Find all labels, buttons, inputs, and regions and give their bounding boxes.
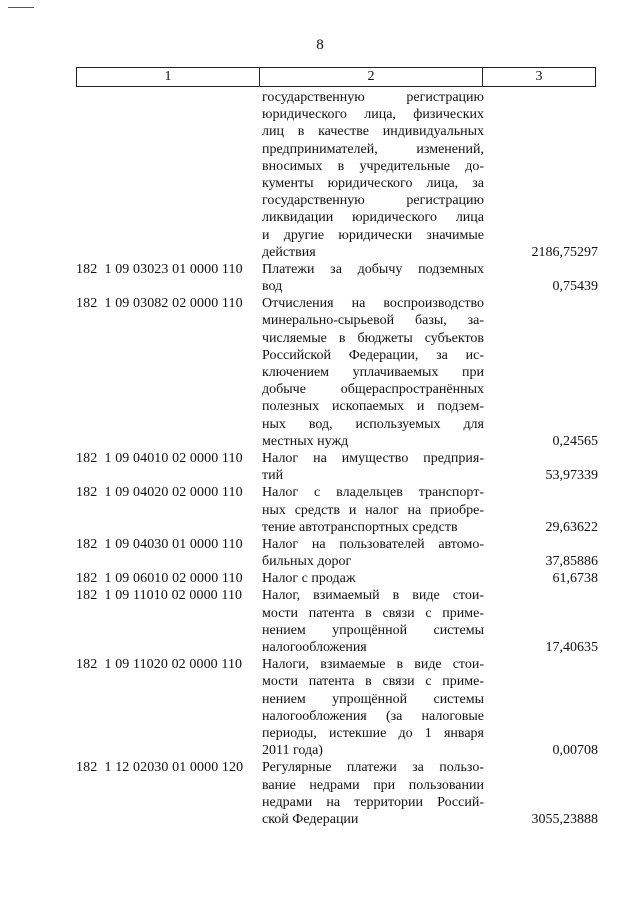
row-description [262, 89, 486, 261]
description-line: Российской Федерации, за ис- [262, 347, 484, 363]
row-code [76, 89, 262, 261]
description-line: нением упрощённой системы [262, 622, 484, 638]
row-code: 182 1 12 02030 01 0000 120 [76, 760, 244, 776]
description-line: Налоги, взимаемые в виде стои- [262, 657, 484, 673]
page-number: 8 [316, 37, 324, 53]
description-line: государственную регистрацию [262, 193, 484, 209]
description-line: государственную регистрацию [262, 90, 484, 105]
description-line: кументы юридического лица, за [262, 175, 484, 191]
row-code: 182 1 09 11010 02 0000 110 [76, 588, 243, 604]
row-amount: 0,00708 [552, 743, 598, 759]
description-line: вод [262, 279, 283, 295]
table-row [76, 656, 602, 759]
row-amount: 17,40635 [545, 640, 598, 655]
row-amount: 37,85886 [545, 554, 598, 570]
description-line: Налог с продаж [262, 571, 356, 587]
description-line: тение автотранспортных средств [262, 519, 458, 535]
description-line: Налог с владельцев транспорт- [262, 485, 484, 501]
description-line: числяемые в бюджеты субъектов [262, 330, 484, 346]
description-line: тий [262, 468, 284, 484]
header-col-3: 3 [535, 69, 543, 84]
row-description [262, 536, 486, 570]
row-amount: 61,6738 [552, 571, 598, 587]
description-line: ных средств и налог на приобре- [262, 502, 484, 518]
description-line: 2011 года) [262, 743, 323, 759]
description-line: ключением уплачиваемых при [262, 365, 484, 380]
table-row [76, 295, 602, 450]
table-row [76, 450, 602, 484]
table-header [76, 67, 596, 87]
description-line: ликвидации юридического лица [262, 210, 484, 226]
row-description [262, 656, 486, 759]
table-row [76, 759, 602, 828]
description-line: предпринимателей, изменений, [262, 141, 484, 157]
description-line: полезных ископаемых и подзем- [262, 399, 484, 415]
row-code: 182 1 09 04030 01 0000 110 [76, 536, 243, 552]
description-line: Платежи за добычу подземных [262, 261, 484, 277]
description-line: периоды, истекшие до 1 января [262, 725, 484, 741]
row-code: 182 1 09 11020 02 0000 110 [76, 657, 243, 673]
row-amount: 0,75439 [552, 279, 598, 295]
row-description [262, 295, 486, 450]
table-row [76, 484, 602, 536]
row-amount: 53,97339 [545, 468, 598, 484]
row-code: 182 1 09 03023 01 0000 110 [76, 261, 243, 277]
row-amount: 29,63622 [545, 519, 598, 535]
description-line: ской Федерации [262, 811, 359, 827]
table-body [76, 89, 602, 828]
row-description [262, 261, 486, 295]
row-amount: 2186,75297 [531, 244, 598, 260]
description-line: и другие юридически значимые [262, 227, 484, 243]
description-line: нением упрощённой системы [262, 691, 484, 707]
description-line: вание недрами при пользовании [262, 777, 484, 793]
row-code: 182 1 09 04020 02 0000 110 [76, 485, 243, 501]
description-line: недрами на территории Россий- [262, 794, 484, 810]
table-row [76, 570, 602, 587]
row-code: 182 1 09 06010 02 0000 110 [76, 571, 243, 587]
description-line: бильных дорог [262, 554, 352, 570]
row-description [262, 484, 486, 536]
description-line: юридического лица, физических [262, 107, 484, 123]
description-line: налогообложения (за налоговые [262, 708, 484, 724]
row-code: 182 1 09 03082 02 0000 110 [76, 296, 243, 312]
description-line: минерально-сырьевой базы, за- [262, 313, 484, 329]
description-line: добыче общераспространённых [262, 382, 484, 398]
row-amount: 3055,23888 [531, 811, 598, 827]
description-line: Регулярные платежи за пользо- [262, 760, 484, 776]
description-line: Налог на пользователей автомо- [262, 536, 484, 552]
row-description [262, 570, 486, 587]
table-row [76, 261, 602, 295]
description-line: действия [262, 244, 316, 260]
table-row [76, 89, 602, 261]
description-line: Отчисления на воспроизводство [262, 296, 484, 312]
description-line: мости патента в связи с приме- [262, 605, 484, 621]
description-line: мости патента в связи с приме- [262, 674, 484, 690]
row-code: 182 1 09 04010 02 0000 110 [76, 450, 243, 466]
row-description [262, 587, 486, 656]
table-row [76, 536, 602, 570]
table-row [76, 587, 602, 656]
header-col-1: 1 [77, 68, 260, 86]
row-description [262, 759, 486, 828]
description-line: ных вод, используемых для [262, 416, 484, 432]
description-line: Налог, взимаемый в виде стои- [262, 588, 484, 604]
header-col-2: 2 [260, 68, 483, 86]
row-amount: 0,24565 [552, 433, 598, 449]
description-line: налогообложения [262, 640, 367, 656]
description-line: вносимых в учредительные до- [262, 158, 484, 174]
row-description [262, 450, 486, 484]
scan-mark [8, 7, 34, 8]
description-line: Налог на имущество предприя- [262, 450, 484, 466]
description-line: лиц в качестве индивидуальных [262, 124, 484, 140]
description-line: местных нужд [262, 433, 349, 449]
